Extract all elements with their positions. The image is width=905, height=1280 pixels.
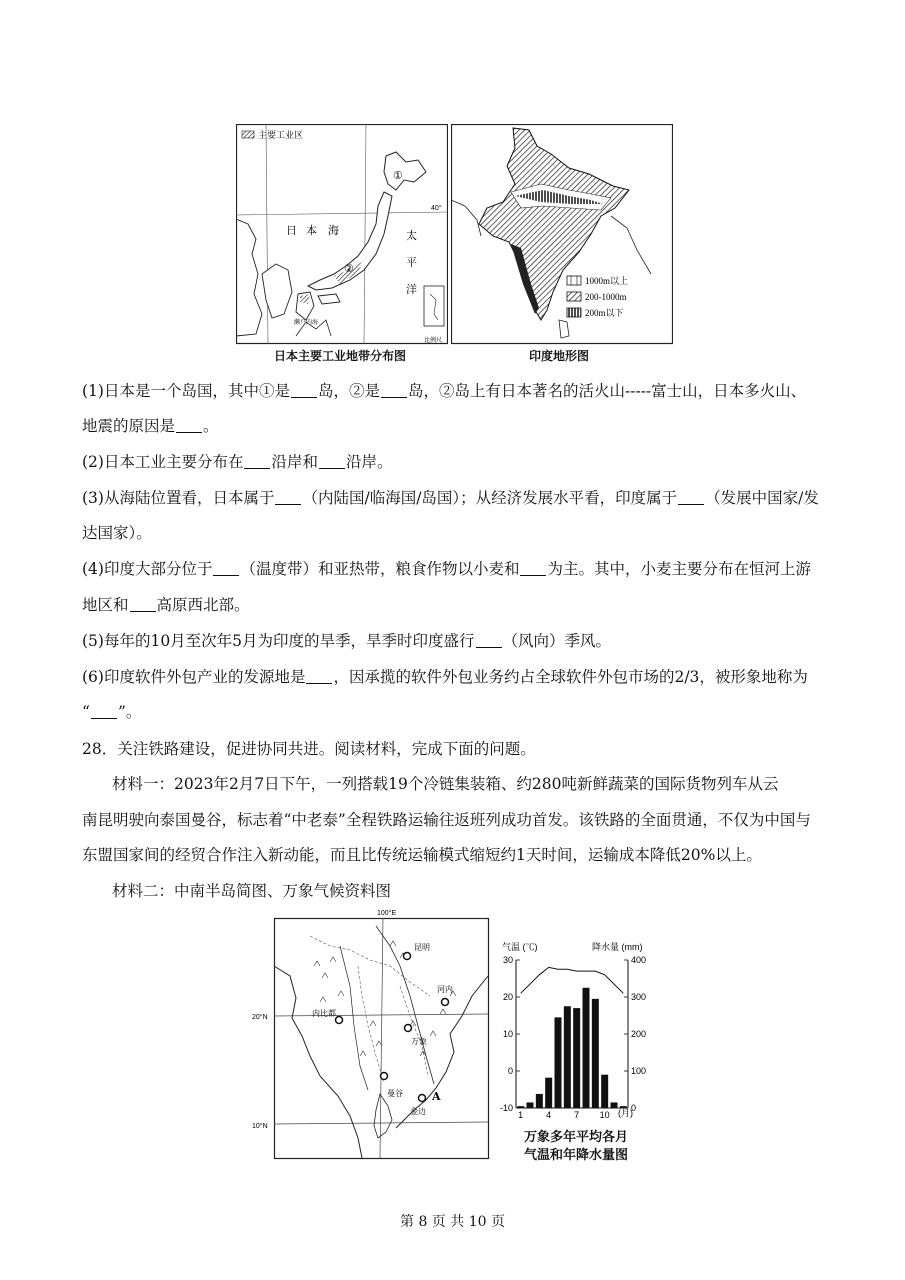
city-bangkok-marker bbox=[381, 1073, 388, 1080]
left-tick-label: -10 bbox=[499, 1103, 513, 1113]
ylabel-left: 气温 (℃) bbox=[502, 942, 538, 952]
right-tick-label: 300 bbox=[631, 992, 647, 1002]
lon-100-label: 100°E bbox=[377, 910, 397, 917]
city-vientiane: 万象 bbox=[411, 1037, 427, 1046]
city-hanoi-marker bbox=[442, 999, 449, 1006]
sea-char-2: 本 bbox=[306, 224, 317, 237]
precip-bar-6 bbox=[564, 1006, 571, 1108]
japan-industrial-map bbox=[236, 124, 448, 363]
right-tick-label: 400 bbox=[631, 955, 647, 965]
q3-line-1: (3)从海陆位置看，日本属于 （内陆国/临海国/岛国）；从经济发展水平看，印度属于 （发展中国家/发 bbox=[82, 489, 819, 507]
x-tick-label: 10 bbox=[599, 1110, 610, 1120]
inland-sea-label: 濑户内海 bbox=[294, 320, 319, 326]
point-a: A bbox=[432, 1090, 441, 1103]
x-tick-label: 4 bbox=[546, 1110, 552, 1120]
left-tick-label: 0 bbox=[507, 1066, 513, 1076]
q4-line-2: 地区和 高原西北部。 bbox=[82, 596, 250, 614]
precip-bar-1 bbox=[517, 1106, 524, 1108]
city-naypyidaw-marker bbox=[336, 1017, 343, 1024]
climate-caption-2: 气温和年降水量图 bbox=[524, 1148, 629, 1163]
indochina-map bbox=[250, 906, 490, 1162]
left-tick-label: 30 bbox=[502, 955, 513, 965]
sea-char-3: 海 bbox=[328, 224, 339, 237]
precip-bar-3 bbox=[536, 1094, 543, 1108]
india-legend-high: 1000m以上 bbox=[585, 276, 629, 286]
city-naypyidaw: 内比都 bbox=[312, 1009, 336, 1018]
sea-char-1: 日 bbox=[286, 224, 297, 237]
q2-line: (2)日本工业主要分布在 沿岸和 沿岸。 bbox=[82, 453, 393, 471]
right-tick-label: 100 bbox=[631, 1066, 647, 1076]
india-map-svg bbox=[451, 124, 673, 348]
ocean-char-3: 洋 bbox=[406, 283, 417, 296]
precip-bar-7 bbox=[573, 1008, 580, 1108]
x-tick-label: 7 bbox=[574, 1110, 580, 1120]
india-terrain-map bbox=[451, 124, 673, 363]
q1-line-2: 地震的原因是 。 bbox=[82, 417, 219, 435]
japan-map-caption: 日本主要工业地带分布图 bbox=[274, 349, 407, 363]
ocean-char-1: 太 bbox=[406, 229, 417, 242]
japan-map-svg bbox=[236, 124, 448, 348]
city-phnompenh: 金边 bbox=[410, 1107, 426, 1116]
right-tick-label: 0 bbox=[631, 1103, 637, 1113]
q6-line-1: (6)印度软件外包产业的发源地是 ，因承揽的软件外包业务约占全球软件外包市场的2/3，被形象地称为 bbox=[82, 668, 808, 686]
q1-line-1: (1)日本是一个岛国，其中①是 岛，②是 岛，②岛上有日本著名的活火山-----富士山，日本多火山、 bbox=[82, 382, 807, 400]
lat-40-label: 40° bbox=[431, 205, 442, 212]
india-legend-low: 200m以下 bbox=[585, 308, 624, 318]
legend-low-icon bbox=[567, 308, 581, 317]
material2-line: 材料二：中南半岛简图、万象气候资料图 bbox=[112, 882, 392, 900]
precip-bar-10 bbox=[601, 1075, 608, 1108]
city-vientiane-marker bbox=[405, 1025, 412, 1032]
precip-bar-4 bbox=[545, 1078, 552, 1108]
india-map-caption: 印度地形图 bbox=[529, 349, 590, 363]
indochina-map-svg bbox=[250, 906, 490, 1162]
page-footer: 第 8 页 共 10 页 bbox=[400, 1214, 505, 1230]
label-1: ① bbox=[393, 169, 403, 182]
left-tick-label: 10 bbox=[502, 1029, 513, 1039]
japan-legend: 主要工业区 bbox=[258, 130, 304, 140]
precip-bar-12 bbox=[620, 1106, 627, 1108]
material1-line-3: 东盟国家间的经贸合作注入新动能，而且比传统运输模式缩短约1天时间，运输成本降低20%以上。 bbox=[82, 846, 762, 864]
q6-line-2: “ ”。 bbox=[82, 703, 142, 721]
lat-10-label: 10°N bbox=[252, 1123, 268, 1130]
city-bangkok: 曼谷 bbox=[387, 1089, 403, 1098]
vientiane-climate-chart bbox=[494, 938, 662, 1163]
q4-line-1: (4)印度大部分位于 （温度带）和亚热带，粮食作物以小麦和 为主。其中，小麦主要分布在恒河上游 bbox=[82, 560, 811, 578]
climate-caption-1: 万象多年平均各月 bbox=[524, 1130, 629, 1145]
q5-line: (5)每年的10月至次年5月为印度的旱季，旱季时印度盛行 （风向）季风。 bbox=[82, 632, 612, 650]
legend-mid-icon bbox=[567, 292, 581, 301]
scale-note: 比例尺 bbox=[424, 338, 443, 344]
precip-bar-8 bbox=[583, 988, 590, 1108]
precip-bar-5 bbox=[555, 1017, 562, 1108]
legend-high-icon bbox=[567, 276, 581, 285]
material1-line-2: 南昆明驶向泰国曼谷，标志着“中老泰”全程铁路运输往返班列成功首发。该铁路的全面贯通，不仅为中国与 bbox=[82, 811, 811, 829]
precip-bar-9 bbox=[592, 999, 599, 1108]
q28-title: 28．关注铁路建设，促进协同共进。阅读材料，完成下面的问题。 bbox=[82, 740, 536, 758]
material1-line-1: 材料一：2023年2月7日下午，一列搭载19个冷链集装箱、约280吨新鲜蔬菜的国际货物列车从云 bbox=[112, 775, 779, 793]
lat-20-label: 20°N bbox=[252, 1014, 268, 1021]
precip-bar-11 bbox=[611, 1102, 618, 1108]
city-kunming-marker bbox=[404, 953, 411, 960]
q3-line-2: 达国家）。 bbox=[82, 524, 152, 542]
city-phnompenh-marker bbox=[419, 1095, 426, 1102]
x-tick-label: 1 bbox=[518, 1110, 524, 1120]
xlabel: (月) bbox=[618, 1108, 633, 1118]
left-tick-label: 20 bbox=[502, 992, 513, 1002]
city-kunming: 昆明 bbox=[414, 943, 430, 952]
ylabel-right: 降水量 (mm) bbox=[592, 942, 643, 952]
right-tick-label: 200 bbox=[631, 1029, 647, 1039]
legend-hatch-icon bbox=[242, 131, 254, 138]
city-hanoi: 河内 bbox=[437, 985, 453, 994]
ocean-char-2: 平 bbox=[406, 256, 417, 269]
climate-chart-svg bbox=[494, 938, 662, 1128]
label-2: ② bbox=[344, 262, 354, 275]
temperature-line bbox=[521, 967, 624, 993]
india-legend-mid: 200-1000m bbox=[585, 292, 627, 302]
precip-bar-2 bbox=[527, 1102, 534, 1108]
